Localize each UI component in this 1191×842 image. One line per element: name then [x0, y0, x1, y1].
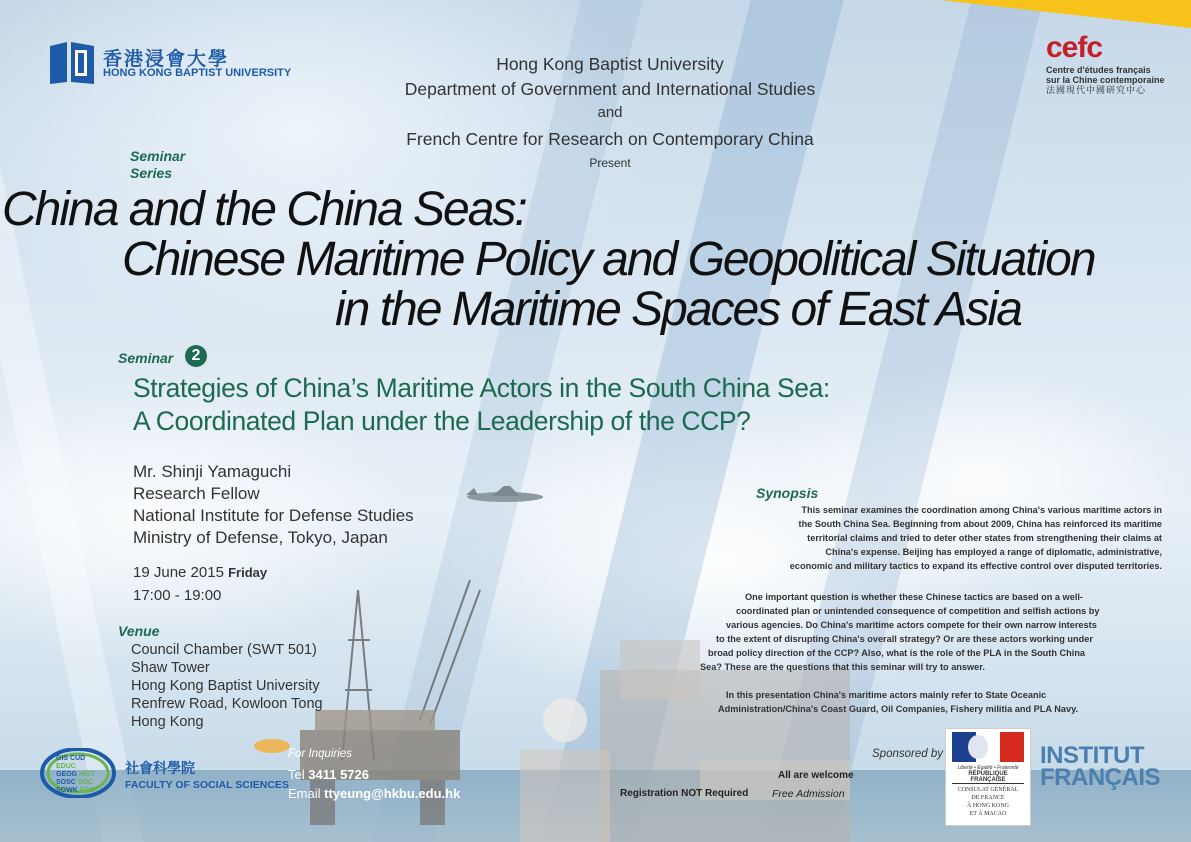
venue-line: Shaw Tower: [131, 660, 210, 676]
speaker-ministry: Ministry of Defense, Tokyo, Japan: [133, 528, 388, 547]
event-day: Friday: [228, 565, 268, 580]
fss-word: GEOG: [56, 771, 78, 778]
synopsis-line: One important question is whether these Chinese tactics are based on a well-: [745, 592, 1083, 602]
seminar-subtitle2: A Coordinated Plan under the Leadership of the CCP?: [133, 406, 751, 436]
inquiries-label: For Inquiries: [288, 748, 352, 760]
event-time: 17:00 - 19:00: [133, 587, 222, 604]
synopsis-line: coordinated plan or unintended consequence of competition and selfish actions by: [736, 606, 1100, 616]
inquiries-tel-row: [288, 767, 369, 782]
event-date-row: [133, 564, 267, 581]
synopsis-line: various agencies. Do China's maritime actors compete for their own narrow interests: [726, 620, 1097, 630]
fss-name-zh: 社會科學院: [125, 760, 195, 776]
tel-number[interactable]: 3411 5726: [308, 767, 369, 782]
fss-logo: [40, 748, 116, 798]
header-line2: Department of Government and International Studies: [404, 79, 816, 99]
series-line1: Seminar: [130, 148, 186, 164]
venue-line: Hong Kong Baptist University: [131, 678, 320, 694]
fss-word: EDUC: [56, 763, 76, 770]
consulate-line: DE FRANCE: [971, 795, 1005, 801]
synopsis-paragraph-1: [700, 503, 1162, 573]
inquiries-email-row: [288, 786, 460, 801]
header-line1: Hong Kong Baptist University: [496, 54, 724, 74]
hkbu-emblem-icon: [47, 40, 97, 86]
synopsis-label: Synopsis: [756, 485, 819, 501]
speaker-name: Mr. Shinji Yamaguchi: [133, 462, 292, 481]
series-label: [130, 148, 185, 182]
title-line3: in the Maritime Spaces of East Asia: [335, 283, 1021, 336]
venue-line: Hong Kong: [131, 714, 204, 730]
synopsis-paragraph-3: [718, 688, 1164, 716]
consulate-republique: RÉPUBLIQUE FRANÇAISE: [952, 771, 1024, 784]
fss-word: ECO: [79, 787, 95, 794]
venue-label: Venue: [118, 623, 160, 639]
institut-francais-logo: [1040, 742, 1160, 791]
email-link[interactable]: ttyeung@hkbu.edu.hk: [324, 786, 461, 801]
synopsis-line: to the extent of disrupting China's overall strategy? Or are these actors working under: [716, 634, 1093, 644]
fss-word: SOSC: [56, 779, 76, 786]
fss-word: CUD: [70, 755, 86, 762]
speaker-institute: National Institute for Defense Studies: [133, 506, 414, 525]
consulate-logo: [945, 728, 1031, 826]
title-line2: Chinese Maritime Policy and Geopolitical Situation: [122, 233, 1095, 286]
speaker-position: Research Fellow: [133, 484, 260, 503]
header-line3: and: [597, 104, 623, 121]
seminar-subtitle1: Strategies of China’s Maritime Actors in the South China Sea:: [133, 373, 830, 403]
registration-note: Registration NOT Required: [620, 788, 749, 799]
fss-word: SOC: [77, 779, 93, 786]
admission-note: Free Admission: [772, 788, 845, 800]
seminar-number-badge: 2: [185, 345, 207, 367]
synopsis-line: Sea? These are the questions that this seminar will try to answer.: [700, 662, 985, 672]
hkbu-name-en: HONG KONG BAPTIST UNIVERSITY: [103, 67, 292, 79]
header-line5: Present: [589, 156, 631, 170]
cefc-text: [1046, 65, 1165, 95]
tel-label: Tel: [288, 767, 305, 782]
french-flag-icon: [946, 729, 1030, 765]
fss-word: HIST: [78, 771, 95, 778]
event-date: 19 June 2015: [133, 564, 224, 581]
consulate-text: [946, 786, 1030, 818]
synopsis-line: China's expense. Beijing has employed a range of diplomatic, administrative,: [825, 547, 1162, 557]
synopsis-line: This seminar examines the coordination among China's various maritime actors in: [801, 505, 1162, 515]
consulate-motto: Liberté • Égalité • Fraternité: [957, 765, 1019, 771]
synopsis-line: the South China Sea. Beginning from about 2009, China has reinforced its maritime: [798, 519, 1162, 529]
sponsor-label: Sponsored by: [872, 748, 943, 760]
welcome-note: All are welcome: [778, 770, 854, 781]
venue-line: Council Chamber (SWT 501): [131, 642, 317, 658]
synopsis-line: In this presentation China's maritime actors mainly refer to State Oceanic: [726, 690, 1047, 700]
consulate-line: ET À MACAO: [969, 811, 1007, 817]
venue-line: Renfrew Road, Kowloon Tong: [131, 696, 323, 712]
synopsis-line: economic and military tactics to expand its effective control over disputed territories.: [789, 561, 1162, 571]
synopsis-line: broad policy direction of the CCP? Also, what is the role of the PLA in the South China: [708, 648, 1086, 658]
cefc-line1: Centre d'études français: [1046, 65, 1151, 75]
header-line4: French Centre for Research on Contemporary China: [406, 129, 814, 149]
airplane-icon: [460, 482, 550, 512]
cefc-logo: cefc: [1046, 31, 1103, 64]
hkbu-logo: [47, 40, 97, 91]
synopsis-line: territorial claims and tried to deter other states from strengthening their claims at: [807, 533, 1162, 543]
fss-word: SOWK: [56, 787, 78, 794]
consulate-line: CONSULAT GÉNÉRAL: [957, 787, 1019, 793]
fss-word: GIS: [56, 755, 69, 762]
fss-name-en: FACULTY OF SOCIAL SCIENCES: [125, 779, 289, 791]
hkbu-name-zh: 香港浸會大學: [103, 49, 230, 70]
fss-wordmark: [56, 755, 104, 795]
seminar-label: Seminar: [118, 350, 174, 366]
cefc-line-zh: 法國現代中國研究中心: [1046, 85, 1147, 95]
consulate-line: À HONG KONG: [967, 803, 1009, 809]
synopsis-paragraph-2: [700, 590, 1162, 674]
cefc-line2: sur la Chine contemporaine: [1046, 75, 1165, 85]
series-line2: Series: [130, 165, 173, 181]
institut-line2: FRANÇAIS: [1040, 764, 1160, 791]
email-label: Email: [288, 786, 321, 801]
institut-line1: INSTITUT: [1040, 742, 1144, 769]
synopsis-line: Administration/China's Coast Guard, Oil Companies, Fishery militia and PLA Navy.: [718, 704, 1079, 714]
title-line1: China and the China Seas:: [2, 183, 526, 236]
